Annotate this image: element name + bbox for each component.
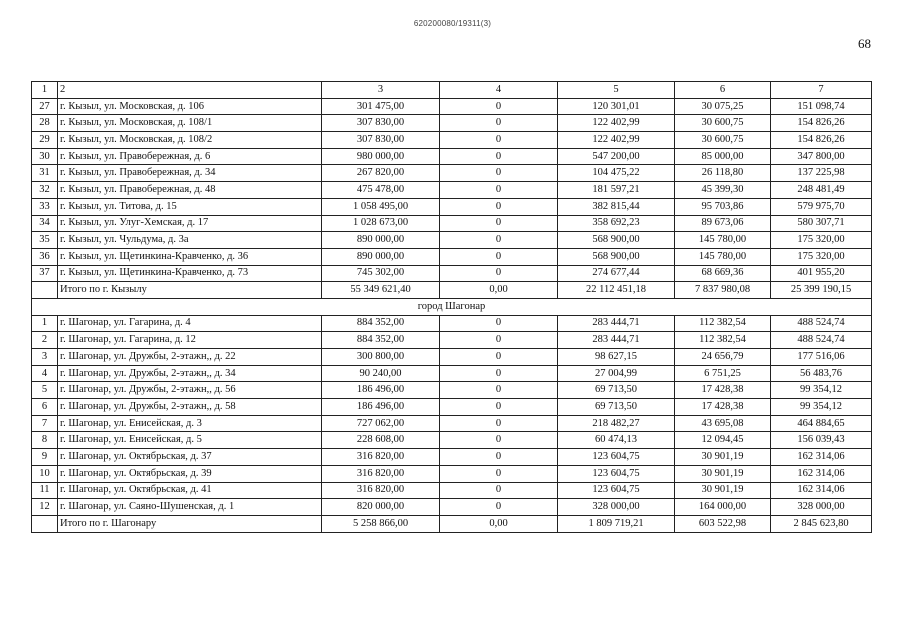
table-cell: 122 402,99 [558, 115, 675, 132]
table-cell: г. Шагонар, ул. Гагарина, д. 12 [58, 332, 322, 349]
table-cell: 745 302,00 [322, 265, 440, 282]
table-cell: 579 975,70 [771, 198, 872, 215]
table-cell: 980 000,00 [322, 148, 440, 165]
table-cell: 316 820,00 [322, 482, 440, 499]
table-row [32, 315, 872, 332]
table-cell: 9 [32, 449, 58, 466]
table-cell: 0 [440, 265, 558, 282]
table-cell: 603 522,98 [675, 515, 771, 532]
table-cell: 89 673,06 [675, 215, 771, 232]
table-row [32, 332, 872, 349]
page-number: 68 [858, 36, 871, 51]
table-cell: 228 608,00 [322, 432, 440, 449]
table-cell: 24 656,79 [675, 349, 771, 366]
table-cell: 123 604,75 [558, 465, 675, 482]
table-cell: 4 [440, 82, 558, 99]
table-cell: 0 [440, 182, 558, 199]
table-cell: 30 600,75 [675, 132, 771, 149]
table-cell: 17 428,38 [675, 399, 771, 416]
table-cell: 162 314,06 [771, 482, 872, 499]
table-cell: 884 352,00 [322, 332, 440, 349]
table-cell: 162 314,06 [771, 449, 872, 466]
table-cell: г. Кызыл, ул. Чульдума, д. 3а [58, 232, 322, 249]
table-row [32, 148, 872, 165]
table-cell: г. Кызыл, ул. Титова, д. 15 [58, 198, 322, 215]
table-cell: г. Шагонар, ул. Дружбы, 2-этажн,, д. 58 [58, 399, 322, 416]
table-cell: 2 845 623,80 [771, 515, 872, 532]
table-cell: 890 000,00 [322, 248, 440, 265]
table-row [32, 365, 872, 382]
table-row [32, 399, 872, 416]
table-cell: 464 884,65 [771, 415, 872, 432]
table-cell: 25 399 190,15 [771, 282, 872, 299]
table-cell: 186 496,00 [322, 399, 440, 416]
table-cell: 0 [440, 148, 558, 165]
table-cell: 164 000,00 [675, 499, 771, 516]
table-cell: 33 [32, 198, 58, 215]
table-cell: 26 118,80 [675, 165, 771, 182]
table-cell: 1 809 719,21 [558, 515, 675, 532]
table-cell: 122 402,99 [558, 132, 675, 149]
table-cell: 401 955,20 [771, 265, 872, 282]
table-cell: 104 475,22 [558, 165, 675, 182]
table-cell: 0 [440, 399, 558, 416]
table-cell: 358 692,23 [558, 215, 675, 232]
table-cell [32, 282, 58, 299]
table-cell: 328 000,00 [558, 499, 675, 516]
table-cell: 123 604,75 [558, 482, 675, 499]
table-row [32, 165, 872, 182]
table-cell: 274 677,44 [558, 265, 675, 282]
table-row [32, 432, 872, 449]
table-cell: 69 713,50 [558, 399, 675, 416]
table-cell: 5 [558, 82, 675, 99]
table-cell: 0 [440, 215, 558, 232]
table-cell: 488 524,74 [771, 332, 872, 349]
data-table [31, 81, 872, 533]
table-row [32, 98, 872, 115]
table-cell: 0 [440, 248, 558, 265]
table-cell: 95 703,86 [675, 198, 771, 215]
table-cell: г. Кызыл, ул. Московская, д. 108/1 [58, 115, 322, 132]
table-cell: 17 428,38 [675, 382, 771, 399]
table-cell [32, 515, 58, 532]
table-cell: г. Шагонар, ул. Саяно-Шушенская, д. 1 [58, 499, 322, 516]
table-cell: 0 [440, 332, 558, 349]
table-cell: 382 815,44 [558, 198, 675, 215]
table-cell: 328 000,00 [771, 499, 872, 516]
table-cell: г. Шагонар, ул. Енисейская, д. 5 [58, 432, 322, 449]
table-cell: 488 524,74 [771, 315, 872, 332]
table-cell: 4 [32, 365, 58, 382]
table-cell: 890 000,00 [322, 232, 440, 249]
table-cell: 175 320,00 [771, 232, 872, 249]
table-cell: 7 837 980,08 [675, 282, 771, 299]
table-row [32, 499, 872, 516]
table-cell: 37 [32, 265, 58, 282]
table-cell: 568 900,00 [558, 248, 675, 265]
table-cell: 2 [32, 332, 58, 349]
table-cell: 0 [440, 349, 558, 366]
table-cell: 60 474,13 [558, 432, 675, 449]
table-cell: 30 901,19 [675, 449, 771, 466]
table-cell: 56 483,76 [771, 365, 872, 382]
table-cell: 30 600,75 [675, 115, 771, 132]
table-cell: 90 240,00 [322, 365, 440, 382]
table-cell: 112 382,54 [675, 315, 771, 332]
table-row [32, 115, 872, 132]
table-cell: г. Кызыл, ул. Улуг-Хемская, д. 17 [58, 215, 322, 232]
table-cell: г. Кызыл, ул. Щетинкина-Кравченко, д. 36 [58, 248, 322, 265]
table-cell: 30 901,19 [675, 465, 771, 482]
table-cell: г. Кызыл, ул. Правобережная, д. 48 [58, 182, 322, 199]
table-cell: 316 820,00 [322, 465, 440, 482]
table-cell: 99 354,12 [771, 399, 872, 416]
table-cell: г. Кызыл, ул. Московская, д. 106 [58, 98, 322, 115]
table-cell: 151 098,74 [771, 98, 872, 115]
table-cell: 0 [440, 232, 558, 249]
table-row [32, 382, 872, 399]
table-cell: г. Кызыл, ул. Московская, д. 108/2 [58, 132, 322, 149]
table-cell: 568 900,00 [558, 232, 675, 249]
header-row [32, 82, 872, 99]
table-row [32, 232, 872, 249]
table-cell: 7 [32, 415, 58, 432]
table-cell: 11 [32, 482, 58, 499]
table-cell: 177 516,06 [771, 349, 872, 366]
table-cell: 36 [32, 248, 58, 265]
table-row [32, 198, 872, 215]
table-cell: 0 [440, 382, 558, 399]
table-cell: 30 [32, 148, 58, 165]
table-cell: 283 444,71 [558, 315, 675, 332]
table-cell: 32 [32, 182, 58, 199]
table-cell: 1 [32, 315, 58, 332]
table-cell: 6 751,25 [675, 365, 771, 382]
table-cell: 820 000,00 [322, 499, 440, 516]
table-cell: 28 [32, 115, 58, 132]
table-cell: 12 094,45 [675, 432, 771, 449]
table-cell: 283 444,71 [558, 332, 675, 349]
table-cell: г. Шагонар, ул. Дружбы, 2-этажн,, д. 34 [58, 365, 322, 382]
table-cell: 68 669,36 [675, 265, 771, 282]
table-cell: г. Шагонар, ул. Дружбы, 2-этажн,, д. 56 [58, 382, 322, 399]
table-cell: 34 [32, 215, 58, 232]
table-cell: г. Шагонар, ул. Енисейская, д. 3 [58, 415, 322, 432]
table-cell: 175 320,00 [771, 248, 872, 265]
table-cell: 547 200,00 [558, 148, 675, 165]
table-cell: 120 301,01 [558, 98, 675, 115]
table-row [32, 248, 872, 265]
document-code: 620200080/19311(3) [413, 19, 492, 28]
table-cell: 0 [440, 432, 558, 449]
table-cell: 0 [440, 415, 558, 432]
table-row [32, 465, 872, 482]
table-cell: 145 780,00 [675, 248, 771, 265]
table-cell: 0 [440, 365, 558, 382]
section-title: город Шагонар [32, 298, 872, 315]
table-cell: 137 225,98 [771, 165, 872, 182]
table-cell: 45 399,30 [675, 182, 771, 199]
table-cell: г. Шагонар, ул. Гагарина, д. 4 [58, 315, 322, 332]
table-cell: 0 [440, 198, 558, 215]
table-cell: 347 800,00 [771, 148, 872, 165]
table-cell: 301 475,00 [322, 98, 440, 115]
table-cell: 300 800,00 [322, 349, 440, 366]
table-cell: 2 [58, 82, 322, 99]
table-cell: 0,00 [440, 515, 558, 532]
total-row [32, 515, 872, 532]
table-cell: 884 352,00 [322, 315, 440, 332]
table-cell: 5 [32, 382, 58, 399]
table-cell: 316 820,00 [322, 449, 440, 466]
table-cell: 98 627,15 [558, 349, 675, 366]
table-cell: 727 062,00 [322, 415, 440, 432]
table-row [32, 265, 872, 282]
table-cell: 248 481,49 [771, 182, 872, 199]
table-cell: 27 004,99 [558, 365, 675, 382]
table-cell: Итого по г. Шагонару [58, 515, 322, 532]
total-row [32, 282, 872, 299]
table-cell: г. Шагонар, ул. Октябрьская, д. 39 [58, 465, 322, 482]
table-cell: 6 [675, 82, 771, 99]
table-cell: 475 478,00 [322, 182, 440, 199]
table-cell: 10 [32, 465, 58, 482]
table-cell: 0 [440, 315, 558, 332]
table-cell: 0 [440, 465, 558, 482]
table-cell: 186 496,00 [322, 382, 440, 399]
table-cell: 0 [440, 449, 558, 466]
table-cell: 162 314,06 [771, 465, 872, 482]
table-row [32, 449, 872, 466]
table-row [32, 415, 872, 432]
table-cell: 55 349 621,40 [322, 282, 440, 299]
table-cell: 69 713,50 [558, 382, 675, 399]
table-cell: г. Шагонар, ул. Октябрьская, д. 37 [58, 449, 322, 466]
table-cell: Итого по г. Кызылу [58, 282, 322, 299]
table-cell: 43 695,08 [675, 415, 771, 432]
table-cell: 218 482,27 [558, 415, 675, 432]
table-cell: 267 820,00 [322, 165, 440, 182]
table-cell: 27 [32, 98, 58, 115]
table-cell: 30 075,25 [675, 98, 771, 115]
table-cell: 0 [440, 132, 558, 149]
table-cell: 22 112 451,18 [558, 282, 675, 299]
table-cell: г. Шагонар, ул. Дружбы, 2-этажн,, д. 22 [58, 349, 322, 366]
table-cell: 0 [440, 499, 558, 516]
table-cell: 156 039,43 [771, 432, 872, 449]
table-cell: 0 [440, 115, 558, 132]
table-cell: 123 604,75 [558, 449, 675, 466]
table-row [32, 132, 872, 149]
table-cell: 0 [440, 98, 558, 115]
table-cell: 85 000,00 [675, 148, 771, 165]
table-cell: 0 [440, 165, 558, 182]
table-cell: 35 [32, 232, 58, 249]
table-cell: 5 258 866,00 [322, 515, 440, 532]
table-cell: 145 780,00 [675, 232, 771, 249]
table-row [32, 349, 872, 366]
table-cell: 154 826,26 [771, 132, 872, 149]
table-cell: 6 [32, 399, 58, 416]
table-cell: г. Кызыл, ул. Правобережная, д. 6 [58, 148, 322, 165]
table-cell: 0 [440, 482, 558, 499]
table-cell: 8 [32, 432, 58, 449]
table-cell: 112 382,54 [675, 332, 771, 349]
table-cell: 31 [32, 165, 58, 182]
table-cell: 3 [32, 349, 58, 366]
table-cell: 99 354,12 [771, 382, 872, 399]
table-cell: 3 [322, 82, 440, 99]
table-cell: 12 [32, 499, 58, 516]
table-cell: г. Шагонар, ул. Октябрьская, д. 41 [58, 482, 322, 499]
table-row [32, 482, 872, 499]
table-cell: 29 [32, 132, 58, 149]
table-cell: 7 [771, 82, 872, 99]
table-cell: 1 028 673,00 [322, 215, 440, 232]
table-cell: 580 307,71 [771, 215, 872, 232]
table-row [32, 215, 872, 232]
section-row [32, 298, 872, 315]
table-cell: 1 [32, 82, 58, 99]
table-cell: 307 830,00 [322, 115, 440, 132]
table-cell: 30 901,19 [675, 482, 771, 499]
table-cell: 181 597,21 [558, 182, 675, 199]
table-cell: г. Кызыл, ул. Правобережная, д. 34 [58, 165, 322, 182]
table-cell: г. Кызыл, ул. Щетинкина-Кравченко, д. 73 [58, 265, 322, 282]
table-cell: 154 826,26 [771, 115, 872, 132]
table-cell: 307 830,00 [322, 132, 440, 149]
table-cell: 0,00 [440, 282, 558, 299]
table-row [32, 182, 872, 199]
table-cell: 1 058 495,00 [322, 198, 440, 215]
